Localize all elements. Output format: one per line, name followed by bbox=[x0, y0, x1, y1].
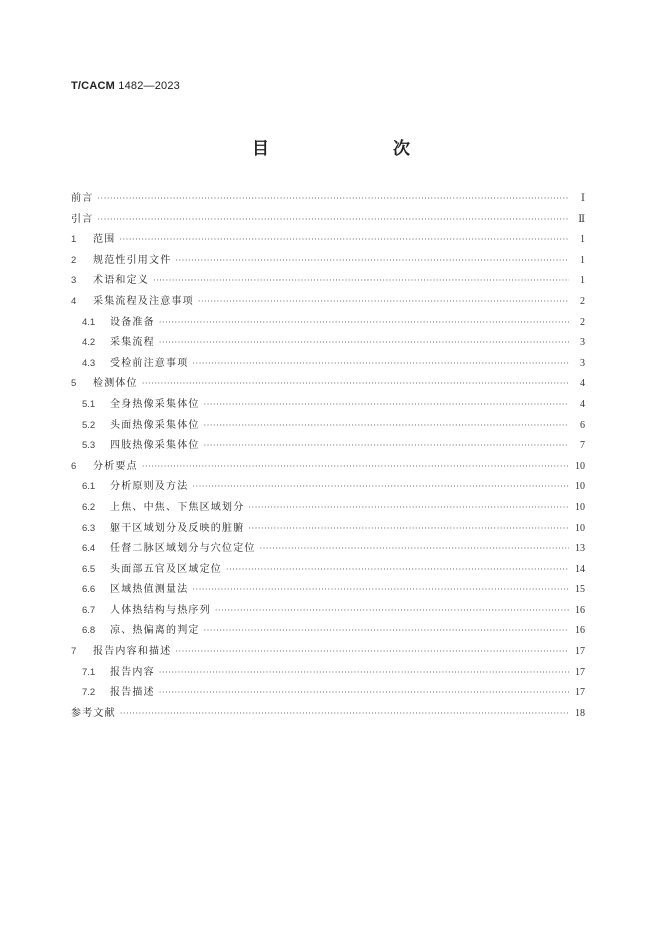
toc-entry-label: 采集流程及注意事项 bbox=[93, 295, 194, 307]
toc-entry-page: 18 bbox=[575, 707, 585, 719]
toc-entry-number: 6.4 bbox=[82, 543, 96, 555]
toc-entry-page: 4 bbox=[580, 398, 585, 410]
toc-leader-dots bbox=[248, 519, 569, 540]
toc-entry[interactable] bbox=[71, 560, 585, 581]
toc-leader-dots bbox=[159, 333, 569, 354]
toc-entry-page: 10 bbox=[575, 481, 585, 493]
toc-entry-page: 13 bbox=[575, 543, 585, 555]
toc-entry-page: 1 bbox=[580, 234, 585, 246]
toc-entry-number: 6.3 bbox=[82, 522, 96, 534]
toc-leader-dots bbox=[204, 621, 569, 642]
toc-entry-label: 报告内容和描述 bbox=[93, 646, 172, 658]
toc-leader-dots bbox=[204, 395, 569, 416]
toc-entry-number: 3 bbox=[71, 275, 77, 287]
toc-entry-page: 6 bbox=[580, 419, 585, 431]
toc-entry-label: 采集流程 bbox=[110, 337, 155, 349]
toc-entry-number: 6.6 bbox=[82, 584, 96, 596]
toc-entry-label: 分析原则及方法 bbox=[110, 481, 189, 493]
toc-entry[interactable] bbox=[71, 395, 585, 416]
toc-entry-page: 14 bbox=[575, 563, 585, 575]
toc-leader-dots bbox=[97, 189, 569, 210]
toc-entry-label: 报告描述 bbox=[110, 687, 155, 699]
toc-leader-dots bbox=[159, 313, 569, 334]
toc-entry-label: 规范性引用文件 bbox=[93, 254, 172, 266]
toc-entry[interactable] bbox=[71, 189, 585, 210]
toc-leader-dots bbox=[260, 539, 569, 560]
toc-entry-page: 2 bbox=[580, 295, 585, 307]
toc-entry-number: 7.1 bbox=[82, 666, 96, 678]
toc-entry-page: 17 bbox=[575, 646, 585, 658]
toc-leader-dots bbox=[159, 683, 569, 704]
toc-leader-dots bbox=[192, 354, 569, 375]
toc-entry-number: 6 bbox=[71, 460, 77, 472]
toc-entry[interactable] bbox=[71, 292, 585, 313]
toc-entry-page: 4 bbox=[580, 378, 585, 390]
toc-entry-number: 6.5 bbox=[82, 563, 96, 575]
toc-entry[interactable] bbox=[71, 374, 585, 395]
toc-entry-label: 上焦、中焦、下焦区域划分 bbox=[110, 501, 245, 513]
toc-entry-number: 4.1 bbox=[82, 316, 96, 328]
toc-entry[interactable] bbox=[71, 704, 585, 725]
toc-entry-page: 7 bbox=[580, 440, 585, 452]
toc-entry-page: 2 bbox=[580, 316, 585, 328]
table-of-contents bbox=[71, 189, 585, 724]
toc-entry[interactable] bbox=[71, 539, 585, 560]
toc-entry[interactable] bbox=[71, 477, 585, 498]
toc-entry[interactable] bbox=[71, 271, 585, 292]
toc-entry-label: 头面部五官及区域定位 bbox=[110, 563, 222, 575]
toc-entry[interactable] bbox=[71, 498, 585, 519]
toc-entry-number: 4 bbox=[71, 295, 77, 307]
toc-leader-dots bbox=[226, 560, 569, 581]
toc-leader-dots bbox=[159, 663, 569, 684]
toc-leader-dots bbox=[248, 498, 569, 519]
toc-entry-page: 17 bbox=[575, 687, 585, 699]
toc-entry-page: 10 bbox=[575, 460, 585, 472]
toc-entry-label: 设备准备 bbox=[110, 316, 155, 328]
document-number: 1482—2023 bbox=[118, 80, 180, 92]
toc-entry[interactable] bbox=[71, 457, 585, 478]
toc-entry[interactable] bbox=[71, 621, 585, 642]
toc-entry-page: 1 bbox=[580, 275, 585, 287]
toc-entry[interactable] bbox=[71, 580, 585, 601]
toc-entry-label: 头面热像采集体位 bbox=[110, 419, 200, 431]
toc-entry-number: 5.1 bbox=[82, 398, 96, 410]
toc-entry-number: 4.2 bbox=[82, 337, 96, 349]
toc-leader-dots bbox=[192, 477, 569, 498]
toc-leader-dots bbox=[192, 580, 569, 601]
toc-entry-number: 6.7 bbox=[82, 604, 96, 616]
toc-entry-number: 7.2 bbox=[82, 687, 96, 699]
toc-entry[interactable] bbox=[71, 663, 585, 684]
toc-title: 目 次 bbox=[252, 139, 440, 159]
toc-entry[interactable] bbox=[71, 416, 585, 437]
toc-entry-number: 6.1 bbox=[82, 481, 96, 493]
toc-leader-dots bbox=[198, 292, 569, 313]
toc-entry-label: 分析要点 bbox=[93, 460, 138, 472]
toc-leader-dots bbox=[142, 457, 569, 478]
toc-entry-page: 3 bbox=[580, 357, 585, 369]
toc-entry-number: 4.3 bbox=[82, 357, 96, 369]
toc-entry[interactable] bbox=[71, 333, 585, 354]
toc-entry-page: Ⅱ bbox=[578, 213, 585, 225]
toc-entry-label: 术语和定义 bbox=[93, 275, 149, 287]
toc-entry-label: 四肢热像采集体位 bbox=[110, 440, 200, 452]
toc-entry-label: 躯干区域划分及反映的脏腑 bbox=[110, 522, 245, 534]
toc-entry-number: 7 bbox=[71, 646, 77, 658]
toc-entry-label: 检测体位 bbox=[93, 378, 138, 390]
toc-leader-dots bbox=[175, 251, 569, 272]
toc-entry-label: 区域热值测量法 bbox=[110, 584, 189, 596]
toc-entry-number: 6.2 bbox=[82, 501, 96, 513]
toc-entry-number: 5.3 bbox=[82, 440, 96, 452]
toc-leader-dots bbox=[120, 704, 569, 725]
toc-entry-label: 凉、热偏离的判定 bbox=[110, 625, 200, 637]
toc-entry-page: 1 bbox=[580, 254, 585, 266]
toc-entry[interactable] bbox=[71, 601, 585, 622]
toc-leader-dots bbox=[204, 436, 569, 457]
toc-leader-dots bbox=[153, 271, 569, 292]
toc-entry[interactable] bbox=[71, 313, 585, 334]
toc-entry-label: 全身热像采集体位 bbox=[110, 398, 200, 410]
toc-entry-label: 范围 bbox=[93, 234, 116, 246]
toc-entry-page: 15 bbox=[575, 584, 585, 596]
toc-entry-page: 10 bbox=[575, 501, 585, 513]
toc-entry[interactable] bbox=[71, 354, 585, 375]
toc-entry-page: Ⅰ bbox=[581, 193, 585, 204]
toc-leader-dots bbox=[175, 642, 569, 663]
toc-entry-page: 16 bbox=[575, 604, 585, 616]
toc-leader-dots bbox=[119, 230, 569, 251]
toc-entry-label: 参考文献 bbox=[71, 707, 116, 719]
toc-leader-dots bbox=[215, 601, 569, 622]
toc-entry-label: 报告内容 bbox=[110, 666, 155, 678]
toc-entry[interactable] bbox=[71, 230, 585, 251]
toc-entry[interactable] bbox=[71, 642, 585, 663]
toc-leader-dots bbox=[142, 374, 569, 395]
toc-entry-number: 6.8 bbox=[82, 625, 96, 637]
toc-entry[interactable] bbox=[71, 436, 585, 457]
toc-entry-number: 5 bbox=[71, 378, 77, 390]
toc-entry-label: 受检前注意事项 bbox=[110, 357, 189, 369]
toc-entry[interactable] bbox=[71, 251, 585, 272]
document-prefix: T/CACM bbox=[71, 80, 115, 92]
toc-entry-page: 3 bbox=[580, 337, 585, 349]
toc-entry[interactable] bbox=[71, 519, 585, 540]
toc-entry-label: 前言 bbox=[71, 193, 94, 204]
toc-entry-page: 10 bbox=[575, 522, 585, 534]
toc-entry-number: 1 bbox=[71, 234, 77, 246]
toc-leader-dots bbox=[204, 416, 569, 437]
toc-leader-dots bbox=[97, 210, 569, 231]
document-code bbox=[71, 80, 180, 92]
toc-entry-number: 2 bbox=[71, 254, 77, 266]
toc-entry-label: 任督二脉区域划分与穴位定位 bbox=[110, 543, 256, 555]
toc-entry[interactable] bbox=[71, 210, 585, 231]
toc-entry[interactable] bbox=[71, 683, 585, 704]
toc-entry-page: 17 bbox=[575, 666, 585, 678]
toc-entry-number: 5.2 bbox=[82, 419, 96, 431]
toc-entry-page: 16 bbox=[575, 625, 585, 637]
toc-entry-label: 人体热结构与热序列 bbox=[110, 604, 211, 616]
toc-entry-label: 引言 bbox=[71, 213, 94, 225]
